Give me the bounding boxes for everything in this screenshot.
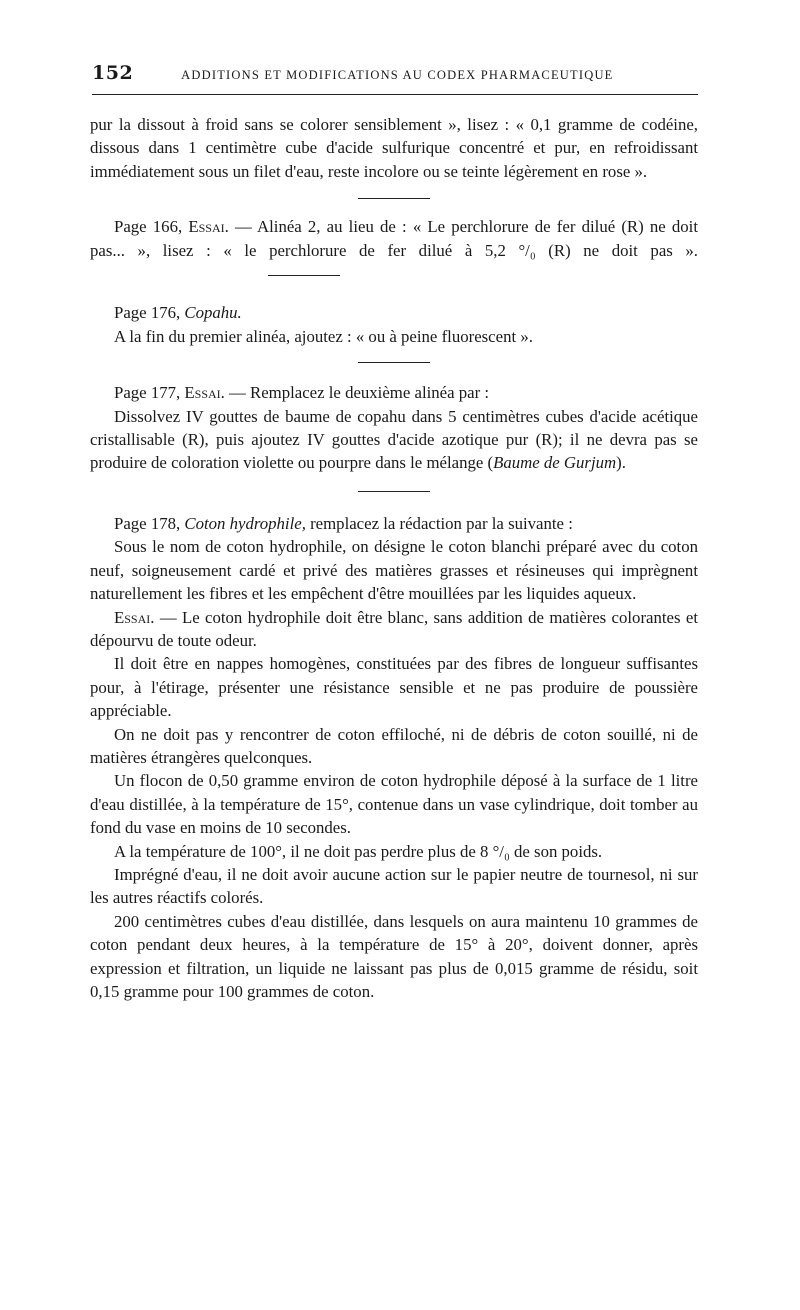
section-separator (268, 275, 340, 276)
paragraph-coton-essai (90, 606, 698, 653)
page-ref: Page 166, (114, 217, 189, 237)
paragraph-page-176 (90, 301, 698, 324)
italic-term: Baume de Gurjum (493, 453, 617, 473)
paragraph-text: . — Alinéa 2, au lieu de : « Le perchlorure de fer dilué (R) ne doit pas... », lisez : « le perchlorure de fer dilué à 5,2 °/₀ (R) ne doit pas ». (90, 217, 698, 260)
paragraph-page-178 (90, 512, 698, 535)
paragraph-coton-nappes: Il doit être en nappes homogènes, constituées par des fibres de longueur suffisantes pour, à l'étirage, présenter une résistance sensible et ne pas produire de poussière appréciable. (90, 654, 698, 721)
paragraph-coton-tournesol: Imprégné d'eau, il ne doit avoir aucune action sur le papier neutre de tournesol, ni sur les autres réactifs colorés. (90, 864, 698, 908)
paragraph-text: . — Le coton hydrophile doit être blanc, sans addition de matières colorantes et dépourvu de toute odeur. (90, 607, 698, 650)
running-title: ADDITIONS ET MODIFICATIONS AU CODEX PHARMACEUTIQUE (181, 68, 614, 82)
section-separator (358, 491, 430, 492)
paragraph-copahu: A la fin du premier alinéa, ajoutez : « ou à peine fluorescent ». (114, 326, 533, 346)
paragraph-coton-temperature: A la température de 100°, il ne doit pas perdre plus de 8 °/₀ de son poids. (114, 841, 603, 861)
section-separator (358, 362, 430, 363)
section-label: Essai (184, 383, 221, 403)
page-body (90, 113, 698, 1003)
page-ref: Page 177, (114, 383, 185, 403)
paragraph-coton-residu: 200 centimètres cubes d'eau distillée, dans lesquels on aura maintenu 10 grammes de coton pendant deux heures, à la température de 15° à 20°, doivent donner, après expression et filtration, un liquide ne laissant pas plus de 0,015 gramme de résidu, soit 0,15 gramme pour 100 grammes de coton. (90, 911, 698, 1001)
page-header (92, 62, 698, 84)
paragraph-text: Dissolvez IV gouttes de baume de copahu dans 5 centimètres cubes d'acide acétique cristallisable (R), puis ajoutez IV gouttes d'acide azotique pur (R); il ne devra pas se produire de coloration violette ou pourpre dans le mélange ( (90, 406, 698, 473)
spacer (90, 285, 698, 301)
paragraph-text: ). (616, 453, 626, 473)
paragraph-text: remplacez la rédaction par la suivante : (305, 513, 573, 533)
page-ref: Page 176, (114, 303, 185, 323)
section-label: Essai (114, 607, 151, 627)
paragraph-coton-flocon: Un flocon de 0,50 gramme environ de coton hydrophile déposé à la surface de 1 litre d'eau distillée, à la température de 15°, contenue dans un vase cylindrique, doit tomber au fond du vase en moins de 10 secondes. (90, 771, 698, 838)
header-rule (92, 94, 698, 95)
paragraph-page-166 (90, 215, 698, 285)
paragraph-copahu-test (90, 405, 698, 475)
section-label: Copahu. (184, 303, 242, 323)
section-label: Essai (188, 217, 225, 237)
section-separator (358, 198, 430, 199)
paragraph-codeine: pur la dissout à froid sans se colorer sensiblement », lisez : « 0,1 gramme de codéine, dissous dans 1 centimètre cube d'acide sulfurique concentré et pur, en refroidissant immédiatement sous un filet d'eau, reste incolore ou se teinte légèrement en rose ». (90, 115, 698, 181)
page-number: 152 (92, 62, 134, 84)
paragraph-coton-definition: Sous le nom de coton hydrophile, on désigne le coton blanchi préparé avec du coton neuf, soigneusement cardé et privé des matières grasses et résineuses qui imprègnent naturellement les fibres et les empêchent d'être mouillées par les liquides aqueux. (90, 537, 698, 604)
page-ref: Page 178, (114, 513, 185, 533)
paragraph-coton-effiloche: On ne doit pas y rencontrer de coton effiloché, ni de débris de coton souillé, ni de matières étrangères quelconques. (90, 724, 698, 767)
section-label: Coton hydrophile, (184, 513, 306, 533)
paragraph-page-177 (90, 381, 698, 404)
paragraph-text: . — Remplacez le deuxième alinéa par : (220, 383, 490, 403)
